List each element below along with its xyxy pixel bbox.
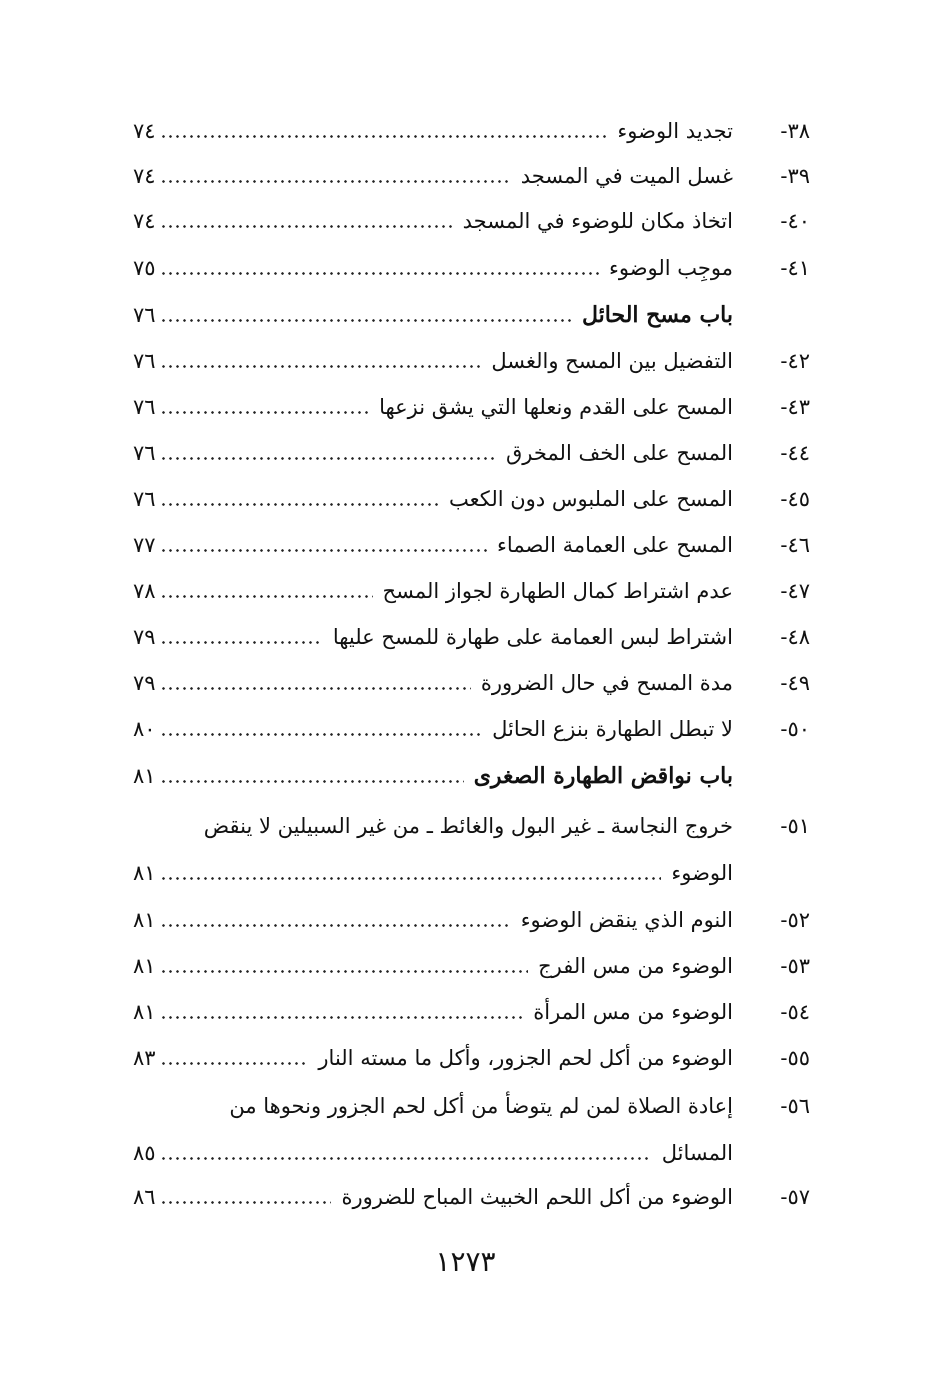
toc-entry-row[interactable]: [133, 522, 733, 568]
entry-title: اتخاذ مكان للوضوء في المسجد: [462, 209, 733, 233]
entry-title: موجِب الوضوء: [608, 256, 733, 280]
entry-title: الوضوء: [671, 861, 733, 885]
dot-leader: [160, 595, 373, 598]
entry-page-number: ٨١: [133, 764, 156, 788]
dot-leader: [160, 135, 608, 138]
toc-entry-row[interactable]: [133, 897, 733, 943]
entry-title-line1: خروج النجاسة ـ غير البول والغائط ـ من غير السبيلين لا ينقض: [203, 814, 733, 838]
toc-entry-row[interactable]: [133, 568, 733, 614]
entry-page-number: ٧٨: [133, 579, 156, 603]
entry-title: الوضوء من مس الفرج: [538, 954, 733, 978]
dot-leader: [160, 319, 572, 322]
dot-leader: [160, 1201, 332, 1204]
entry-title: تجديد الوضوء: [617, 119, 733, 143]
toc-entry-row[interactable]: [133, 1130, 733, 1176]
entry-title: مدة المسح في حال الضرورة: [480, 671, 733, 695]
toc-entry-row[interactable]: [133, 153, 733, 199]
entry-title: النوم الذي ينقض الوضوء: [520, 908, 733, 932]
entry-title: عدم اشتراط كمال الطهارة لجواز المسح: [382, 579, 733, 603]
entry-number: ٤٦-: [780, 533, 810, 557]
entry-title: المسح على الخف المخرق: [505, 441, 733, 465]
entry-title: غسل الميت في المسجد: [520, 164, 733, 188]
entry-page-number: ٨١: [133, 861, 156, 885]
entry-number: ٥٧-: [780, 1185, 810, 1209]
dot-leader: [160, 733, 483, 736]
entry-number: ٤٥-: [780, 487, 810, 511]
toc-entry-row[interactable]: [133, 1035, 733, 1081]
entry-number: ٥٦-: [780, 1094, 810, 1118]
toc-entry-row[interactable]: [133, 198, 733, 244]
dot-leader: [160, 180, 511, 183]
entry-page-number: ٨١: [133, 954, 156, 978]
entry-page-number: ٨٥: [133, 1141, 156, 1165]
toc-entry-row[interactable]: [133, 989, 733, 1035]
entry-page-number: ٨٠: [133, 717, 156, 741]
entry-page-number: ٧٦: [133, 395, 156, 419]
entry-number: ٥١-: [780, 814, 810, 838]
entry-title: التفضيل بين المسح والغسل: [491, 349, 733, 373]
dot-leader: [160, 924, 511, 927]
entry-number: ٥٣-: [780, 954, 810, 978]
dot-leader: [160, 411, 370, 414]
toc-entry-row[interactable]: [133, 108, 733, 154]
toc-entry-row[interactable]: [133, 1174, 733, 1220]
entry-page-number: ٨٣: [133, 1046, 156, 1070]
entry-number: ٥٠-: [780, 717, 810, 741]
entry-page-number: ٧٦: [133, 349, 156, 373]
entry-page-number: ٧٧: [133, 533, 156, 557]
section-heading-row[interactable]: [133, 753, 733, 799]
entry-title: المسح على الملبوس دون الكعب: [449, 487, 733, 511]
entry-number: ٣٨-: [780, 119, 810, 143]
dot-leader: [160, 457, 496, 460]
dot-leader: [160, 687, 471, 690]
entry-number: ٤٢-: [780, 349, 810, 373]
entry-page-number: ٧٦: [133, 303, 156, 327]
entry-page-number: ٧٦: [133, 441, 156, 465]
entry-number: ٤٣-: [780, 395, 810, 419]
section-heading: باب مسح الحائل: [582, 302, 733, 328]
dot-leader: [160, 1016, 524, 1019]
dot-leader: [160, 272, 599, 275]
page-number: ١٢٧٣: [435, 1245, 496, 1278]
section-heading-row[interactable]: [133, 292, 733, 338]
dot-leader: [160, 877, 662, 880]
entry-title: المسائل: [661, 1141, 733, 1165]
entry-page-number: ٨١: [133, 908, 156, 932]
entry-number: ٥٥-: [780, 1046, 810, 1070]
toc-entry-row[interactable]: [133, 614, 733, 660]
entry-page-number: ٧٦: [133, 487, 156, 511]
entry-number: ٤١-: [780, 256, 810, 280]
toc-entry-row[interactable]: [133, 245, 733, 291]
toc-entry-row[interactable]: [133, 943, 733, 989]
entry-title: الوضوء من أكل لحم الجزور، وأكل ما مسته النار: [318, 1046, 733, 1070]
entry-number: ٥٤-: [780, 1000, 810, 1024]
entry-number: ٤٨-: [780, 625, 810, 649]
dot-leader: [160, 641, 323, 644]
entry-page-number: ٧٥: [133, 256, 156, 280]
dot-leader: [160, 1157, 652, 1160]
entry-title: المسح على القدم ونعلها التي يشق نزعها: [379, 395, 733, 419]
entry-page-number: ٨٦: [133, 1185, 156, 1209]
entry-page-number: ٧٤: [133, 119, 156, 143]
toc-entry-row[interactable]: [133, 850, 733, 896]
entry-page-number: ٧٩: [133, 625, 156, 649]
dot-leader: [160, 970, 529, 973]
entry-number: ٣٩-: [780, 164, 810, 188]
entry-page-number: ٨١: [133, 1000, 156, 1024]
dot-leader: [160, 225, 453, 228]
entry-page-number: ٧٩: [133, 671, 156, 695]
entry-number: ٤٩-: [780, 671, 810, 695]
entry-page-number: ٧٤: [133, 164, 156, 188]
dot-leader: [160, 1062, 309, 1065]
dot-leader: [160, 503, 439, 506]
toc-entry-row[interactable]: [133, 338, 733, 384]
entry-number: ٤٠-: [780, 209, 810, 233]
dot-leader: [160, 365, 482, 368]
entry-number: ٤٤-: [780, 441, 810, 465]
entry-number: ٥٢-: [780, 908, 810, 932]
toc-entry-row[interactable]: [133, 384, 733, 430]
entry-title: اشتراط لبس العمامة على طهارة للمسح عليها: [332, 625, 733, 649]
entry-page-number: ٧٤: [133, 209, 156, 233]
entry-number: ٤٧-: [780, 579, 810, 603]
section-heading: باب نواقض الطهارة الصغرى: [473, 763, 733, 789]
entry-title: الوضوء من مس المرأة: [533, 1000, 733, 1024]
entry-title: المسح على العمامة الصماء: [497, 533, 733, 557]
toc-entry-row[interactable]: [133, 660, 733, 706]
entry-title-line1: إعادة الصلاة لمن لم يتوضأ من أكل لحم الجزور ونحوها من: [229, 1094, 733, 1118]
dot-leader: [160, 549, 487, 552]
toc-entry-row[interactable]: [133, 476, 733, 522]
entry-title: الوضوء من أكل اللحم الخبيث المباح للضرورة: [341, 1185, 733, 1209]
toc-entry-row[interactable]: [133, 706, 733, 752]
entry-title: لا تبطل الطهارة بنزع الحائل: [492, 717, 733, 741]
toc-entry-row[interactable]: [133, 430, 733, 476]
dot-leader: [160, 780, 464, 783]
